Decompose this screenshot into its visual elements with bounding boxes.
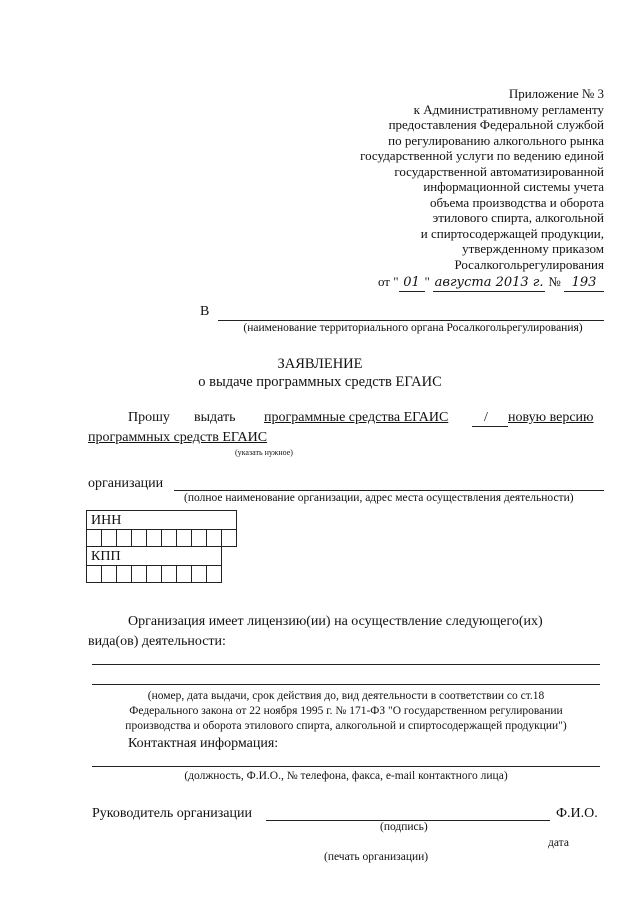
organization-label: организации xyxy=(88,476,164,491)
appendix-block xyxy=(304,86,604,292)
inn-block xyxy=(86,510,237,547)
signature-caption: (подпись) xyxy=(380,821,428,833)
license-caption-2: Федерального закона от 22 ноября 1995 г. № 171-ФЗ "О государственном регулировании xyxy=(129,705,563,717)
to-label: В xyxy=(200,304,210,319)
order-number: 193 xyxy=(564,275,604,292)
order-day: 01 xyxy=(399,275,425,292)
license-line-1 xyxy=(92,664,600,665)
document-subtitle: о выдаче программных средств ЕГАИС xyxy=(198,374,442,390)
option-new-version: новую версию xyxy=(508,410,594,425)
request-word-1: Прошу xyxy=(128,410,170,425)
appendix-line: к Административному регламенту xyxy=(413,101,604,117)
appendix-line: государственной услуги по ведению единой xyxy=(360,148,604,163)
date-prefix: от " xyxy=(377,274,399,289)
kpp-cell[interactable] xyxy=(192,566,207,583)
option-software: программные средства ЕГАИС xyxy=(264,410,449,425)
inn-cell[interactable] xyxy=(222,530,237,547)
license-text-2: вида(ов) деятельности: xyxy=(88,634,226,649)
option-slash: / xyxy=(484,410,488,425)
inn-cell[interactable] xyxy=(192,530,207,547)
head-label: Руководитель организации xyxy=(92,806,252,821)
addressee-caption: (наименование территориального органа Росалкогольрегулирования) xyxy=(243,322,583,334)
appendix-line: и спиртосодержащей продукции, xyxy=(420,225,604,241)
license-line-2 xyxy=(92,684,600,685)
inn-cell[interactable] xyxy=(162,530,177,547)
addressee-line xyxy=(218,320,604,321)
organization-line xyxy=(174,490,604,491)
kpp-cell[interactable] xyxy=(132,566,147,583)
appendix-line: государственной автоматизированной xyxy=(394,163,604,179)
inn-cell[interactable] xyxy=(117,530,132,547)
inn-cell[interactable] xyxy=(87,530,102,547)
inn-cell[interactable] xyxy=(177,530,192,547)
contact-line xyxy=(92,766,600,767)
appendix-line: утвержденному приказом xyxy=(462,241,604,256)
kpp-block xyxy=(86,546,222,583)
order-month-year: августа 2013 г. xyxy=(434,275,544,290)
appendix-line: Приложение № 3 xyxy=(508,86,604,101)
fio-label: Ф.И.О. xyxy=(556,806,598,821)
kpp-cell[interactable] xyxy=(162,566,177,583)
license-text-1: Организация имеет лицензию(ии) на осуществление следующего(их) xyxy=(128,614,543,629)
number-prefix: № xyxy=(548,274,561,289)
option-new-version-cont: программных средств ЕГАИС xyxy=(88,430,268,445)
document-title: ЗАЯВЛЕНИЕ xyxy=(277,356,363,372)
license-caption-1: (номер, дата выдачи, срок действия до, вид деятельности в соответствии со ст.18 xyxy=(147,690,545,702)
appendix-line: информационной системы учета xyxy=(423,179,604,194)
appendix-line: этилового спирта, алкогольной xyxy=(432,210,604,225)
appendix-line: предоставления Федеральной службой xyxy=(388,117,604,132)
date-mid: " xyxy=(424,274,430,289)
inn-cell[interactable] xyxy=(207,530,222,547)
inn-grid xyxy=(86,510,237,547)
contact-label: Контактная информация: xyxy=(128,736,279,751)
request-word-2: выдать xyxy=(194,410,236,425)
kpp-grid xyxy=(86,546,222,583)
inn-cell[interactable] xyxy=(147,530,162,547)
kpp-cell[interactable] xyxy=(147,566,162,583)
kpp-cell[interactable] xyxy=(177,566,192,583)
date-label: дата xyxy=(548,837,569,849)
inn-cell[interactable] xyxy=(102,530,117,547)
kpp-cell[interactable] xyxy=(102,566,117,583)
contact-caption: (должность, Ф.И.О., № телефона, факса, e-mail контактного лица) xyxy=(184,770,508,782)
stamp-caption: (печать организации) xyxy=(324,851,429,863)
inn-cell[interactable] xyxy=(132,530,147,547)
slash-underline xyxy=(472,426,508,427)
request-hint: (указать нужное) xyxy=(235,448,293,457)
kpp-cell[interactable] xyxy=(87,566,102,583)
appendix-line: Росалкогольрегулирования xyxy=(454,256,604,272)
kpp-cell[interactable] xyxy=(117,566,132,583)
appendix-line: по регулированию алкогольного рынка xyxy=(388,132,604,148)
order-date-line xyxy=(304,274,604,292)
license-caption-3: производства и оборота этилового спирта, алкогольной и спиртосодержащей продукции") xyxy=(125,720,567,732)
kpp-label: КПП xyxy=(91,549,121,564)
kpp-cell[interactable] xyxy=(207,566,222,583)
appendix-line: объема производства и оборота xyxy=(430,194,604,210)
inn-label: ИНН xyxy=(91,513,122,528)
organization-caption: (полное наименование организации, адрес места осуществления деятельности) xyxy=(184,492,574,504)
